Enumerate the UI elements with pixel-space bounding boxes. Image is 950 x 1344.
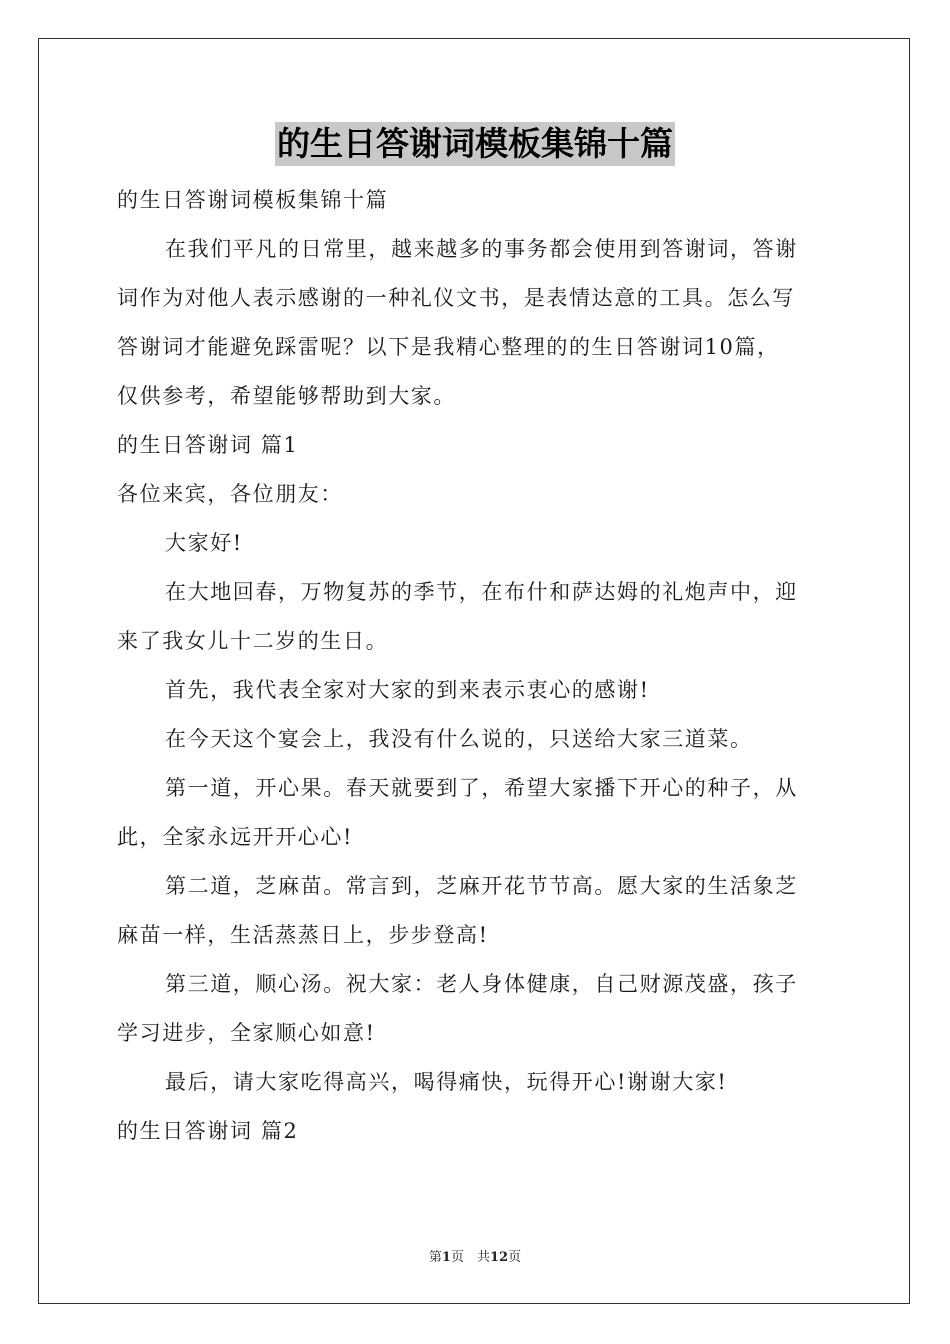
body-line: 首先，我代表全家对大家的到来表示衷心的感谢! [165, 678, 650, 702]
body-line: 在我们平凡的日常里，越来越多的事务都会使用到答谢词，答谢 [165, 237, 798, 261]
footer-total-pages: 12 [489, 1250, 509, 1265]
body-line: 仅供参考，希望能够帮助到大家。 [117, 384, 456, 408]
body-line: 此，全家永远开开心心! [117, 825, 354, 849]
body-line: 在今天这个宴会上，我没有什么说的，只送给大家三道菜。 [165, 727, 753, 751]
body-line: 麻苗一样，生活蒸蒸日上，步步登高! [117, 923, 489, 947]
document-title [0, 122, 950, 166]
body-line: 最后，请大家吃得高兴，喝得痛快，玩得开心!谢谢大家! [165, 1070, 728, 1094]
body-line: 学习进步，全家顺心如意! [117, 1021, 376, 1045]
body-line: 答谢词才能避免踩雷呢？以下是我精心整理的的生日答谢词10篇， [117, 335, 780, 359]
document-title-text: 的生日答谢词模板集锦十篇 [275, 122, 675, 166]
body-line: 来了我女儿十二岁的生日。 [117, 629, 389, 653]
body-line: 第一道，开心果。春天就要到了，希望大家播下开心的种子，从 [165, 776, 798, 800]
body-line: 第二道，芝麻苗。常言到，芝麻开花节节高。愿大家的生活象芝 [165, 874, 798, 898]
body-line: 词作为对他人表示感谢的一种礼仪文书，是表情达意的工具。怎么写 [117, 286, 795, 310]
body-line: 各位来宾，各位朋友： [117, 482, 343, 506]
footer-mid: 页 共 [450, 1250, 490, 1265]
section-heading: 的生日答谢词 篇2 [117, 1119, 299, 1143]
body-line: 的生日答谢词模板集锦十篇 [117, 188, 389, 212]
body-line: 大家好! [165, 531, 243, 555]
body-line: 第三道，顺心汤。祝大家：老人身体健康，自己财源茂盛，孩子 [165, 972, 798, 996]
body-line: 在大地回春，万物复苏的季节，在布什和萨达姆的礼炮声中，迎 [165, 580, 798, 604]
document-body [117, 176, 833, 1156]
footer-suffix: 页 [508, 1250, 522, 1265]
footer-current-page: 1 [441, 1250, 451, 1265]
page-footer [0, 1246, 950, 1265]
footer-prefix: 第 [428, 1250, 442, 1265]
section-heading: 的生日答谢词 篇1 [117, 433, 299, 457]
